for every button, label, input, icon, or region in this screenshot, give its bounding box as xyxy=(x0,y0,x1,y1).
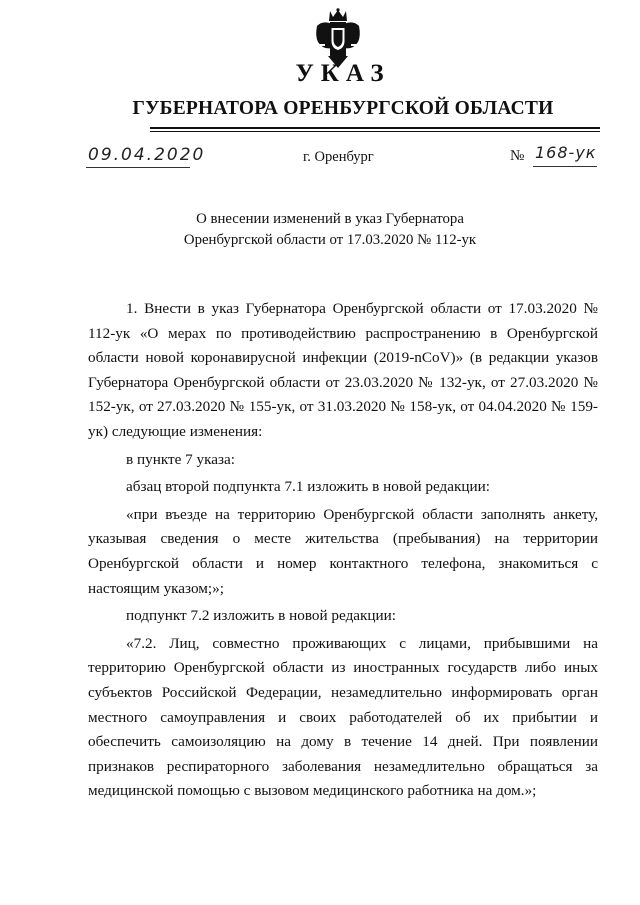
header-divider xyxy=(150,127,600,129)
handwritten-date: 09.04.2020 xyxy=(88,145,206,165)
paragraph-4: «при въезде на территорию Оренбургской области заполнять анкету, указывая сведения о месте жительства (пребывания) на территории Оренбургской области и номер контактного телефона, знакомиться с настоящим указом;»; xyxy=(88,505,598,597)
number-underline xyxy=(533,166,597,167)
paragraph-3: абзац второй подпункта 7.1 изложить в новой редакции: xyxy=(126,478,491,496)
paragraph-6: «7.2. Лиц, совместно проживающих с лицами, прибывшими на территорию Оренбургской области из иностранных государств либо иных субъектов Российской Федерации, незамедлительно информировать орган местного самоуправления и своих работодателей об их прибытии и обеспечить самоизоляцию на дому в течение 14 дней. При появлении признаков респираторного заболевания незамедлительно обращаться за медицинской помощью с вызовом медицинского работника на дом.»; xyxy=(88,634,598,800)
header-divider-thin xyxy=(150,131,600,132)
date-underline xyxy=(86,167,190,168)
paragraph-1: 1. Внести в указ Губернатора Оренбургской области от 17.03.2020 № 112-ук «О мерах по противодействию распространению в Оренбургской области новой коронавирусной инфекции (2019-nCoV)» (в редакции указов Губернатора Оренбургской области от 23.03.2020 № 132-ук, от 27.03.2020 № 152-ук, от 27.03.2020 № 155-ук, от 31.03.2020 № 158-ук, от 04.04.2020 № 159-ук) следующие изменения: xyxy=(88,300,598,440)
paragraph-5: подпункт 7.2 изложить в новой редакции: xyxy=(126,607,397,625)
document-subtitle: ГУБЕРНАТОРА ОРЕНБУРГСКОЙ ОБЛАСТИ xyxy=(132,98,554,119)
heading-line-2: Оренбургской области от 17.03.2020 № 112-ук xyxy=(183,232,477,248)
city-label: г. Оренбург xyxy=(303,149,374,165)
document-body xyxy=(88,297,598,804)
paragraph-2: в пункте 7 указа: xyxy=(126,450,236,468)
number-prefix: № xyxy=(510,148,525,164)
handwritten-number: 168-ук xyxy=(535,143,597,162)
document-heading xyxy=(150,209,510,251)
document-title: УКАЗ xyxy=(295,60,391,87)
heading-line-1: О внесении изменений в указ Губернатора xyxy=(196,211,464,227)
